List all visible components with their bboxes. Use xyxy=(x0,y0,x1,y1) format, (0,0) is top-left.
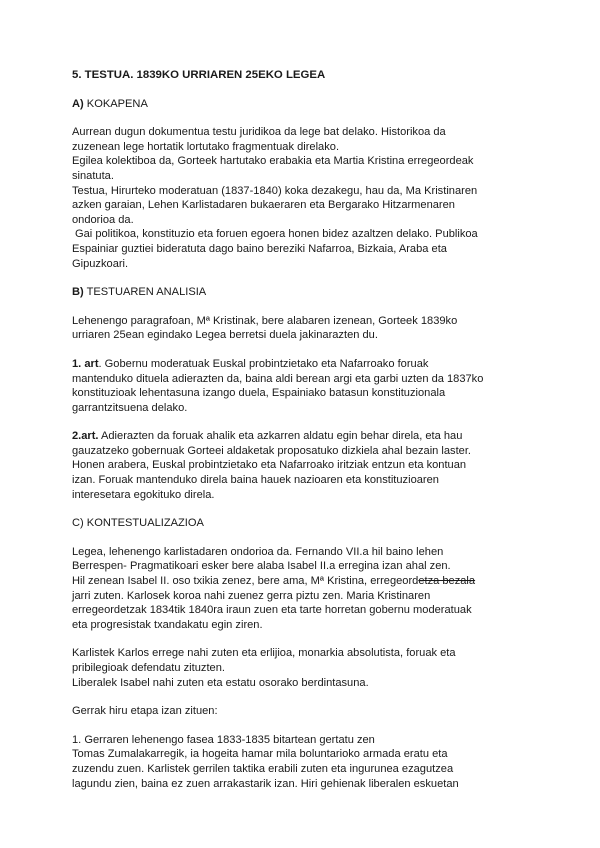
text-line: 1. Gerraren lehenengo fasea 1833-1835 bitartean gertatu zen xyxy=(72,733,375,746)
text-line: erregeordetzak 1834tik 1840ra iraun zuen eta tarte horretan gobernu moderatuak xyxy=(72,604,472,617)
text-line: Espainiar guztiei bideratuta dago baino bereziki Nafarroa, Bizkaia, Araba eta xyxy=(72,242,447,255)
text-line: Gerrak hiru etapa izan zituen: xyxy=(72,705,218,718)
text-line xyxy=(72,574,542,589)
text-line: Lehenengo paragrafoan, Mª Kristinak, bere alabaren izenean, Gorteek 1839ko xyxy=(72,314,458,327)
document-title: 5. TESTUA. 1839KO URRIAREN 25EKO LEGEA xyxy=(72,69,326,81)
text-line: zuzendu zuen. Karlistek gerrilen taktika erabili zuten eta ingurunea ezagutzea xyxy=(72,762,454,775)
struck-text: etza bezala xyxy=(418,575,476,588)
section-c-paragraph-1 xyxy=(72,545,542,633)
text-line xyxy=(72,357,542,372)
text-line: sinatuta. xyxy=(72,169,114,182)
text-line: azken garaian, Lehen Karlistadaren bukaeraren eta Bergarako Hitzarmenaren xyxy=(72,199,455,212)
text-line: Gai politikoa, konstituzio eta foruen egoera honen bidez azaltzen delako. Publikoa xyxy=(75,228,478,241)
text-line: Testua, Hirurteko moderatuan (1837-1840) koka dezakegu, hau da, Ma Kristinaren xyxy=(72,184,478,197)
section-c-heading: C) KONTESTUALIZAZIOA xyxy=(72,517,204,530)
section-b-heading xyxy=(72,285,542,300)
text-segment: Hil zenean Isabel II. oso txikia zenez, bere ama, Mª Kristina, erregeord xyxy=(72,575,419,588)
section-a-heading xyxy=(72,97,542,112)
text-line: lagundu zien, baina ez zuen arrakastarik izan. Hiri gehienak liberalen eskuetan xyxy=(72,777,459,790)
article-1-paragraph xyxy=(72,357,542,415)
text-line: Liberalek Isabel nahi zuten eta estatu osorako berdintasuna. xyxy=(72,676,369,689)
text-line: Honen arabera, Euskal probintzietako eta Nafarroako iritziak entzun eta kontuan xyxy=(72,459,467,472)
section-c-paragraph-2 xyxy=(72,646,542,690)
article-2-paragraph xyxy=(72,429,542,502)
text-line: Karlistek Karlos errege nahi zuten eta erlijioa, monarkia absolutista, foruak eta xyxy=(72,647,456,660)
document-page xyxy=(72,68,542,805)
section-b-name: TESTUAREN ANALISIA xyxy=(83,286,207,299)
text-line: interesetara egokituko direla. xyxy=(72,488,215,501)
text-line: Tomas Zumalakarregik, ia hogeita hamar mila boluntarioko armada eratu eta xyxy=(72,748,448,761)
article-1-first-line: . Gobernu moderatuak Euskal probintzietako eta Nafarroako foruak xyxy=(98,357,429,370)
text-line: urriaren 25ean egindako Legea berretsi duela jakinarazten du. xyxy=(72,329,378,342)
section-a-letter: A) xyxy=(72,97,84,110)
article-1-label: 1. art xyxy=(72,357,99,370)
text-line: garrantzitsuena delako. xyxy=(72,401,188,414)
text-line: konstituzioak lehentasuna izango duela, Espainiako batasun konstituzionala xyxy=(72,387,446,400)
text-line xyxy=(72,429,542,444)
section-b-intro xyxy=(72,314,542,343)
section-c-paragraph-4 xyxy=(72,733,542,791)
text-line: gauzatzeko gobernuak Gorteei aldaketak proposatuko dizkiela ahal bezain laster. xyxy=(72,444,472,457)
text-line: jarri zuten. Karlosek koroa nahi zuenez gerra piztu zen. Maria Kristinaren xyxy=(72,589,431,602)
text-line: pribilegioak defendatu zituzten. xyxy=(72,662,225,674)
article-2-first-line: Adierazten da foruak ahalik eta azkarren aldatu egin behar direla, eta hau xyxy=(98,430,463,443)
text-line: zuzenean lege hortatik lortutako fragmentuak direlako. xyxy=(72,140,340,153)
section-a-name: KOKAPENA xyxy=(83,97,148,110)
section-c-paragraph-3 xyxy=(72,704,542,719)
text-line: Gipuzkoari. xyxy=(72,257,129,270)
text-line: ondorioa da. xyxy=(72,213,134,226)
text-line: izan. Foruak mantenduko direla baina hauek nazioaren eta konstituzioaren xyxy=(72,474,439,487)
text-line: mantenduko dituela adierazten da, baina aldi berean argi eta garbi uzten da 1837ko xyxy=(72,372,484,385)
article-2-label: 2.art. xyxy=(72,430,99,443)
text-line: Egilea kolektiboa da, Gorteek hartutako erabakia eta Martia Kristina erregeordeak xyxy=(72,155,474,168)
text-line: Legea, lehenengo karlistadaren ondorioa da. Fernando VII.a hil baino lehen xyxy=(72,545,444,558)
text-line: Berrespen- Pragmatikoari esker bere alaba Isabel II.a erregina izan ahal zen. xyxy=(72,560,451,573)
section-a-paragraph xyxy=(72,125,542,271)
section-b-letter: B) xyxy=(72,286,84,299)
text-line: Aurrean dugun dokumentua testu juridikoa da lege bat delako. Historikoa da xyxy=(72,126,446,139)
text-line: eta progresistak txandakatu egin ziren. xyxy=(72,618,263,631)
